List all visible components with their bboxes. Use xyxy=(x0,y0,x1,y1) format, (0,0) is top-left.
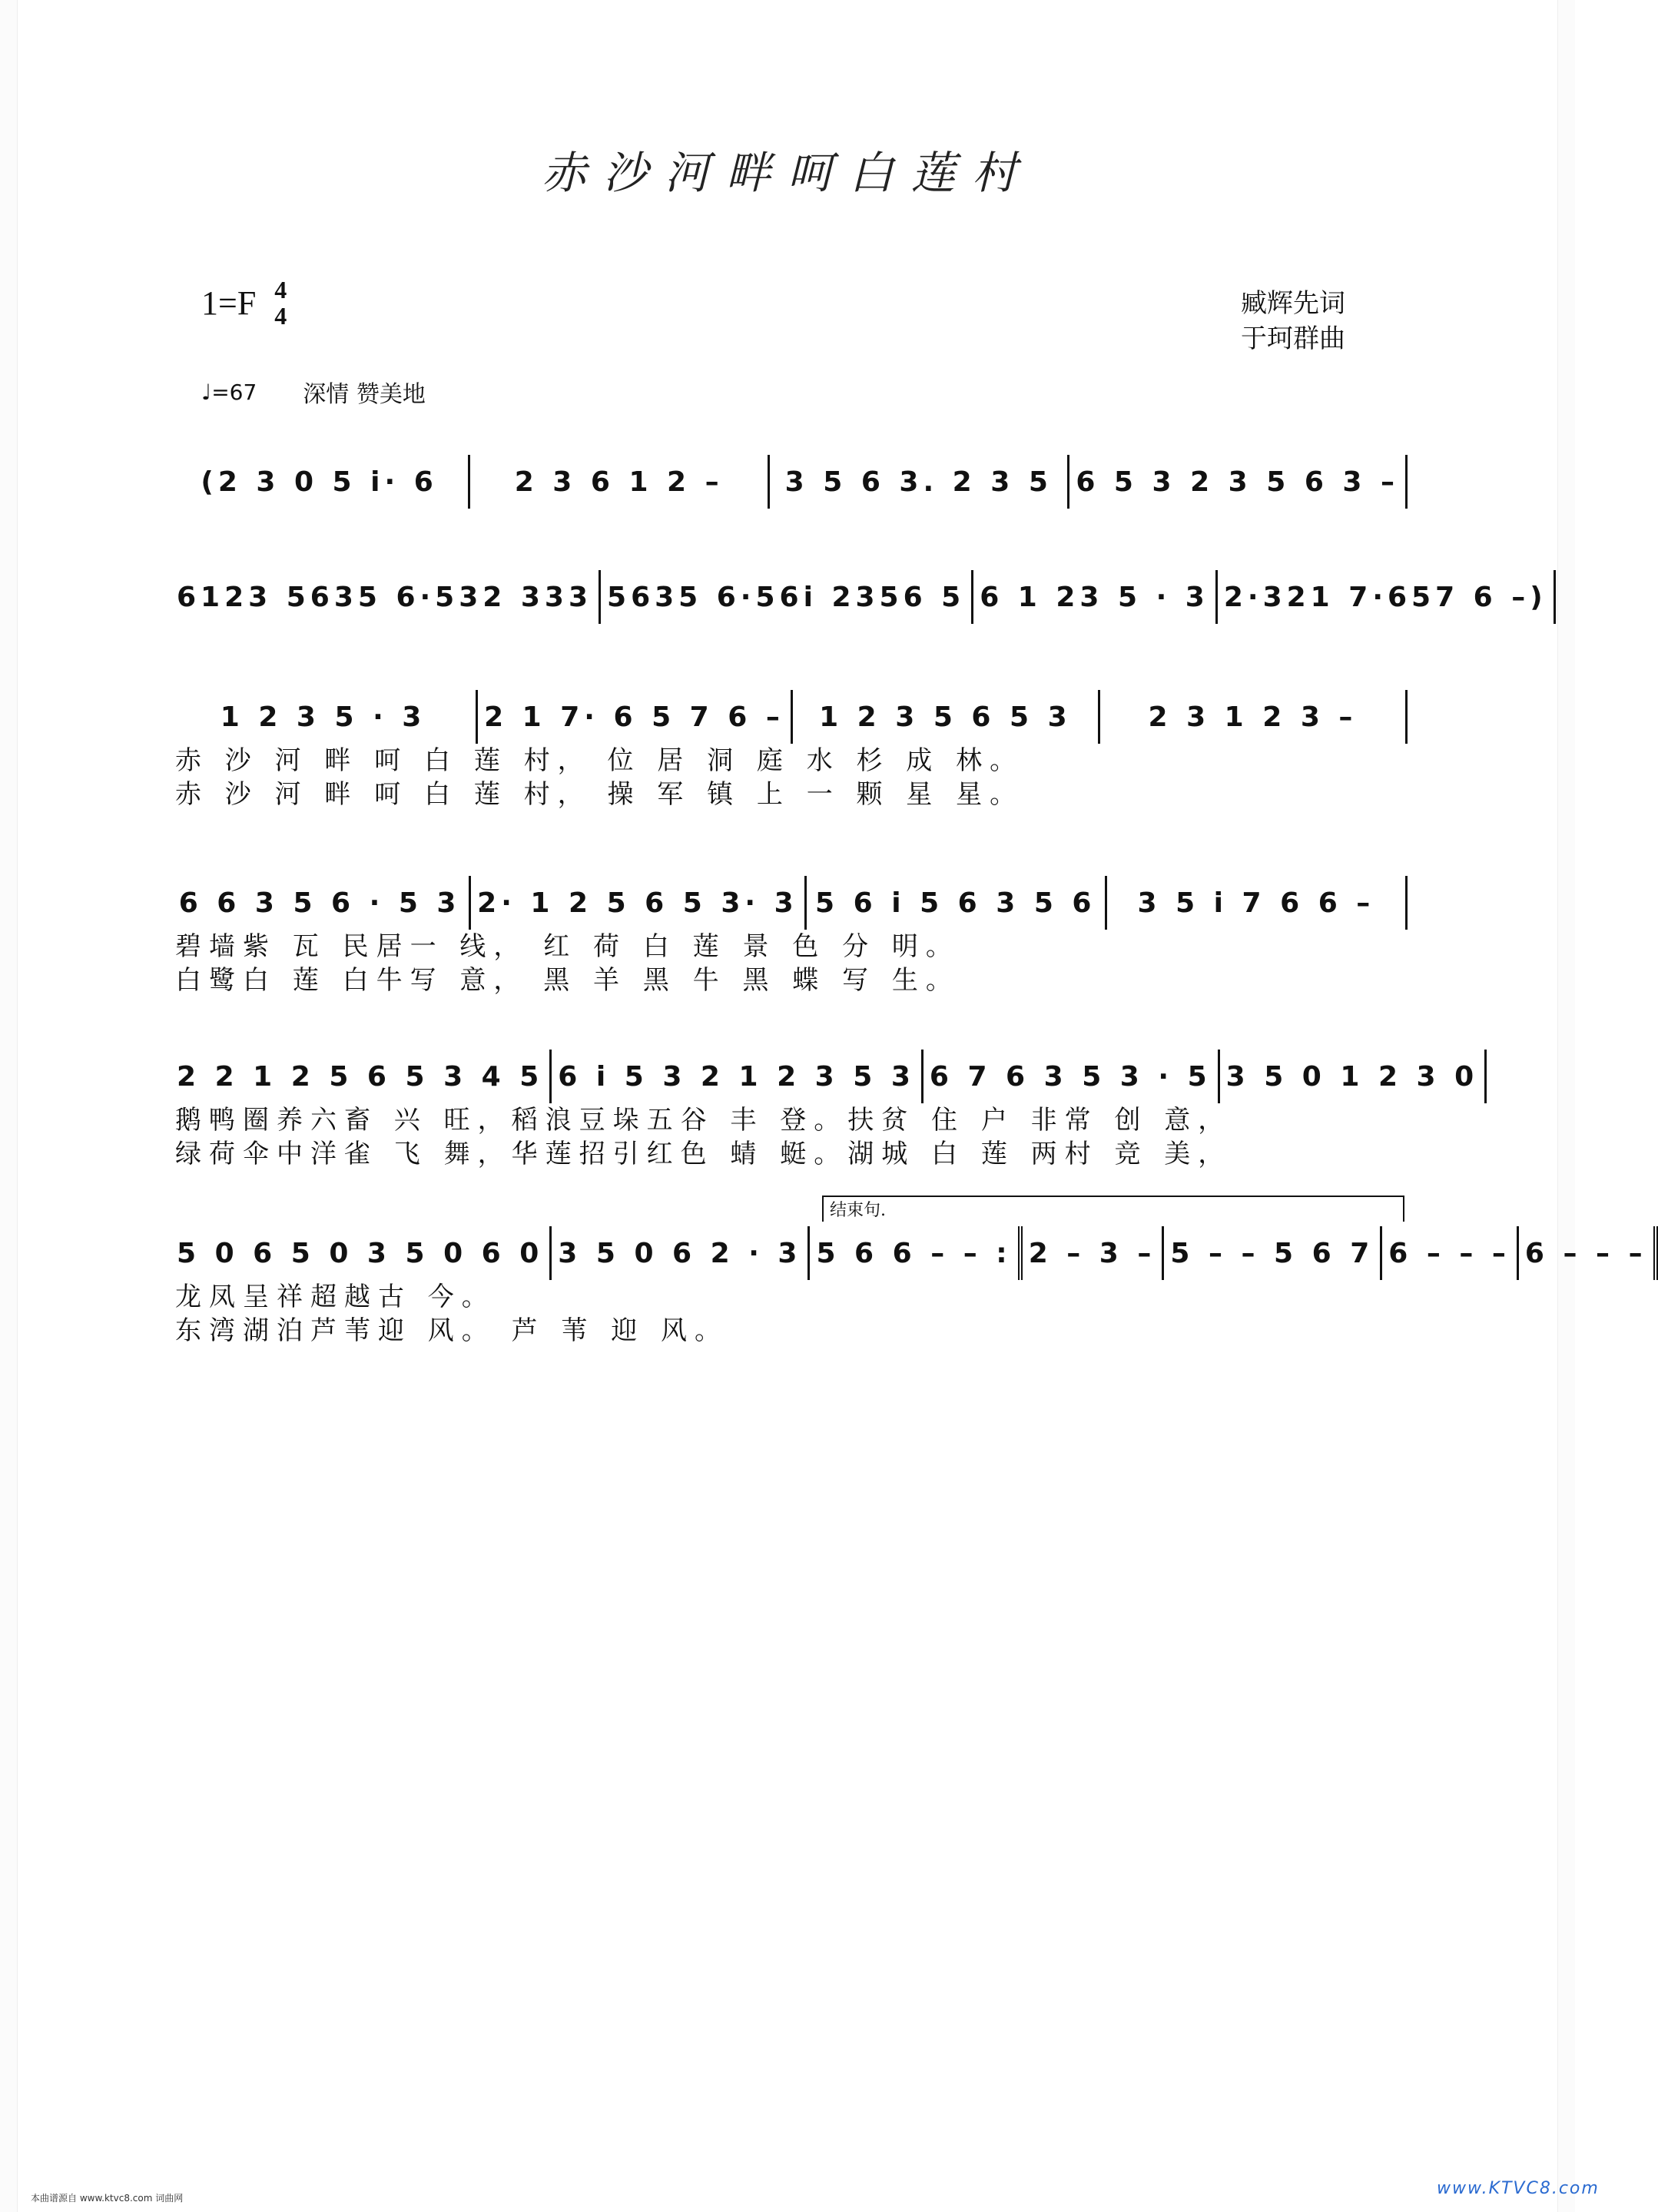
staff-row xyxy=(171,690,1408,744)
footer-source-note: 本曲谱源自 www.ktvc8.com 词曲网 xyxy=(31,2193,184,2204)
measure xyxy=(552,1050,924,1103)
measure xyxy=(1220,1050,1487,1103)
measure xyxy=(171,1050,552,1103)
song-title: 赤沙河畔呵白莲村 xyxy=(541,147,1033,199)
measure xyxy=(793,690,1100,744)
measure-notes: 2 3 6 1 2 – xyxy=(514,466,724,498)
measure xyxy=(552,1226,810,1280)
credits xyxy=(1241,286,1345,357)
measure xyxy=(973,570,1218,624)
measure-notes: 2 – 3 – xyxy=(1028,1237,1156,1269)
composer: 于珂群曲 xyxy=(1241,323,1345,354)
measure-notes: 6 6 3 5 6 · 5 3 xyxy=(178,887,461,919)
lyrics-verse-2: 赤 沙 河 畔 呵 白 莲 村， 操 军 镇 上 一 颗 星 星。 xyxy=(175,779,1024,810)
lyrics-verse-2: 东湾湖泊芦苇迎 风。 芦 苇 迎 风。 xyxy=(175,1315,729,1346)
measure xyxy=(807,876,1107,930)
measure-notes: (2 3 0 5 i· 6 xyxy=(201,466,438,498)
measure xyxy=(924,1050,1220,1103)
time-bottom: 4 xyxy=(274,302,287,330)
measure-notes: 3 5 6 3. 2 3 5 xyxy=(784,466,1053,498)
measure xyxy=(1100,690,1408,744)
staff-row xyxy=(171,876,1408,930)
measure-notes: 3 5 0 6 2 · 3 xyxy=(558,1237,802,1269)
measure-notes: 3 5 0 1 2 3 0 xyxy=(1225,1060,1479,1093)
measure-notes: 1 2 3 5 · 3 xyxy=(220,701,426,733)
measure xyxy=(1107,876,1408,930)
tempo-bpm: ♩=67 xyxy=(201,379,257,405)
lyrics-verse-1: 赤 沙 河 畔 呵 白 莲 村， 位 居 洞 庭 水 杉 成 林。 xyxy=(175,745,1024,776)
measure-notes: 2· 1 2 5 6 5 3· 3 xyxy=(477,887,798,919)
measure xyxy=(1069,455,1408,509)
lyricist: 臧辉先词 xyxy=(1241,288,1345,319)
score-system-2 xyxy=(171,570,1547,624)
score-system-4 xyxy=(171,876,1408,997)
measure-notes: 5635 6·56i 2356 5 xyxy=(607,581,966,613)
lyrics-verse-2: 绿荷伞中洋雀 飞 舞，华莲招引红色 蜻 蜓。湖城 白 莲 两村 竞 美， xyxy=(175,1139,1232,1169)
measure xyxy=(1164,1226,1382,1280)
measure-notes: 3 5 i 7 6 6 – xyxy=(1137,887,1375,919)
staff-row xyxy=(171,1050,1479,1103)
time-top: 4 xyxy=(274,276,287,303)
footer-site-logo: www.KTVC8.com xyxy=(1437,2179,1600,2198)
staff-row xyxy=(171,570,1547,624)
key-label: 1=F xyxy=(201,284,257,322)
measure xyxy=(171,1226,552,1280)
staff-row xyxy=(171,1226,1647,1280)
measure-notes: 6 – – – xyxy=(1388,1237,1510,1269)
measure xyxy=(810,1226,1022,1280)
measure xyxy=(770,455,1069,509)
score-system-1 xyxy=(171,455,1408,509)
time-signature xyxy=(274,277,287,329)
measure-notes: 5 – – 5 6 7 xyxy=(1170,1237,1374,1269)
measure-notes: 2 1 7· 6 5 7 6 – xyxy=(484,701,784,733)
lyrics-verse-2: 白鹭白 莲 白牛写 意， 黑 羊 黑 牛 黑 蝶 写 生。 xyxy=(175,965,960,996)
score-system-3 xyxy=(171,690,1408,811)
measure-notes: 2 3 1 2 3 – xyxy=(1148,701,1358,733)
measure xyxy=(471,876,806,930)
measure xyxy=(171,690,478,744)
measure-notes: 6 1 23 5 · 3 xyxy=(980,581,1209,613)
lyrics-verse-1: 碧墙紫 瓦 民居一 线， 红 荷 白 莲 景 色 分 明。 xyxy=(175,931,960,962)
key-signature xyxy=(201,277,287,329)
measure-notes: 2 2 1 2 5 6 5 3 4 5 xyxy=(177,1060,544,1093)
measure-notes: 6 – – – xyxy=(1524,1237,1647,1269)
measure-notes: 6 5 3 2 3 5 6 3 – xyxy=(1076,466,1399,498)
measure-notes: 5 6 6 – – : xyxy=(816,1237,1012,1269)
right-margin-strip xyxy=(1557,0,1575,2212)
lyrics-verse-1: 龙凤呈祥超越古 今。 xyxy=(175,1282,496,1312)
measure-notes: 6 7 6 3 5 3 · 5 xyxy=(929,1060,1212,1093)
measure xyxy=(478,690,793,744)
measure xyxy=(1218,570,1556,624)
tempo-line xyxy=(201,375,426,409)
measure xyxy=(1519,1226,1658,1280)
measure xyxy=(171,455,470,509)
score-system-6 xyxy=(171,1226,1647,1348)
measure xyxy=(601,570,973,624)
measure-notes: 5 0 6 5 0 3 5 0 6 0 xyxy=(177,1237,544,1269)
measure-notes: 6 i 5 3 2 1 2 3 5 3 xyxy=(558,1060,915,1093)
measure xyxy=(171,570,601,624)
measure xyxy=(1023,1226,1165,1280)
measure xyxy=(1382,1226,1519,1280)
tempo-expression: 深情 赞美地 xyxy=(303,381,426,408)
measure-notes: 5 6 i 5 6 3 5 6 xyxy=(815,887,1096,919)
score-system-5 xyxy=(171,1050,1479,1171)
measure-notes: 6123 5635 6·532 333 xyxy=(177,581,593,613)
measure-notes: 1 2 3 5 6 5 3 xyxy=(819,701,1072,733)
measure xyxy=(171,876,471,930)
lyrics-verse-1: 鹅鸭圈养六畜 兴 旺，稻浪豆垛五谷 丰 登。扶贫 住 户 非常 创 意， xyxy=(175,1105,1232,1136)
staff-row xyxy=(171,455,1408,509)
ending-bracket: 结束句. xyxy=(822,1196,1404,1222)
measure xyxy=(470,455,770,509)
left-margin-strip xyxy=(0,0,18,2212)
measure-notes: 2·321 7·657 6 –) xyxy=(1223,581,1547,613)
